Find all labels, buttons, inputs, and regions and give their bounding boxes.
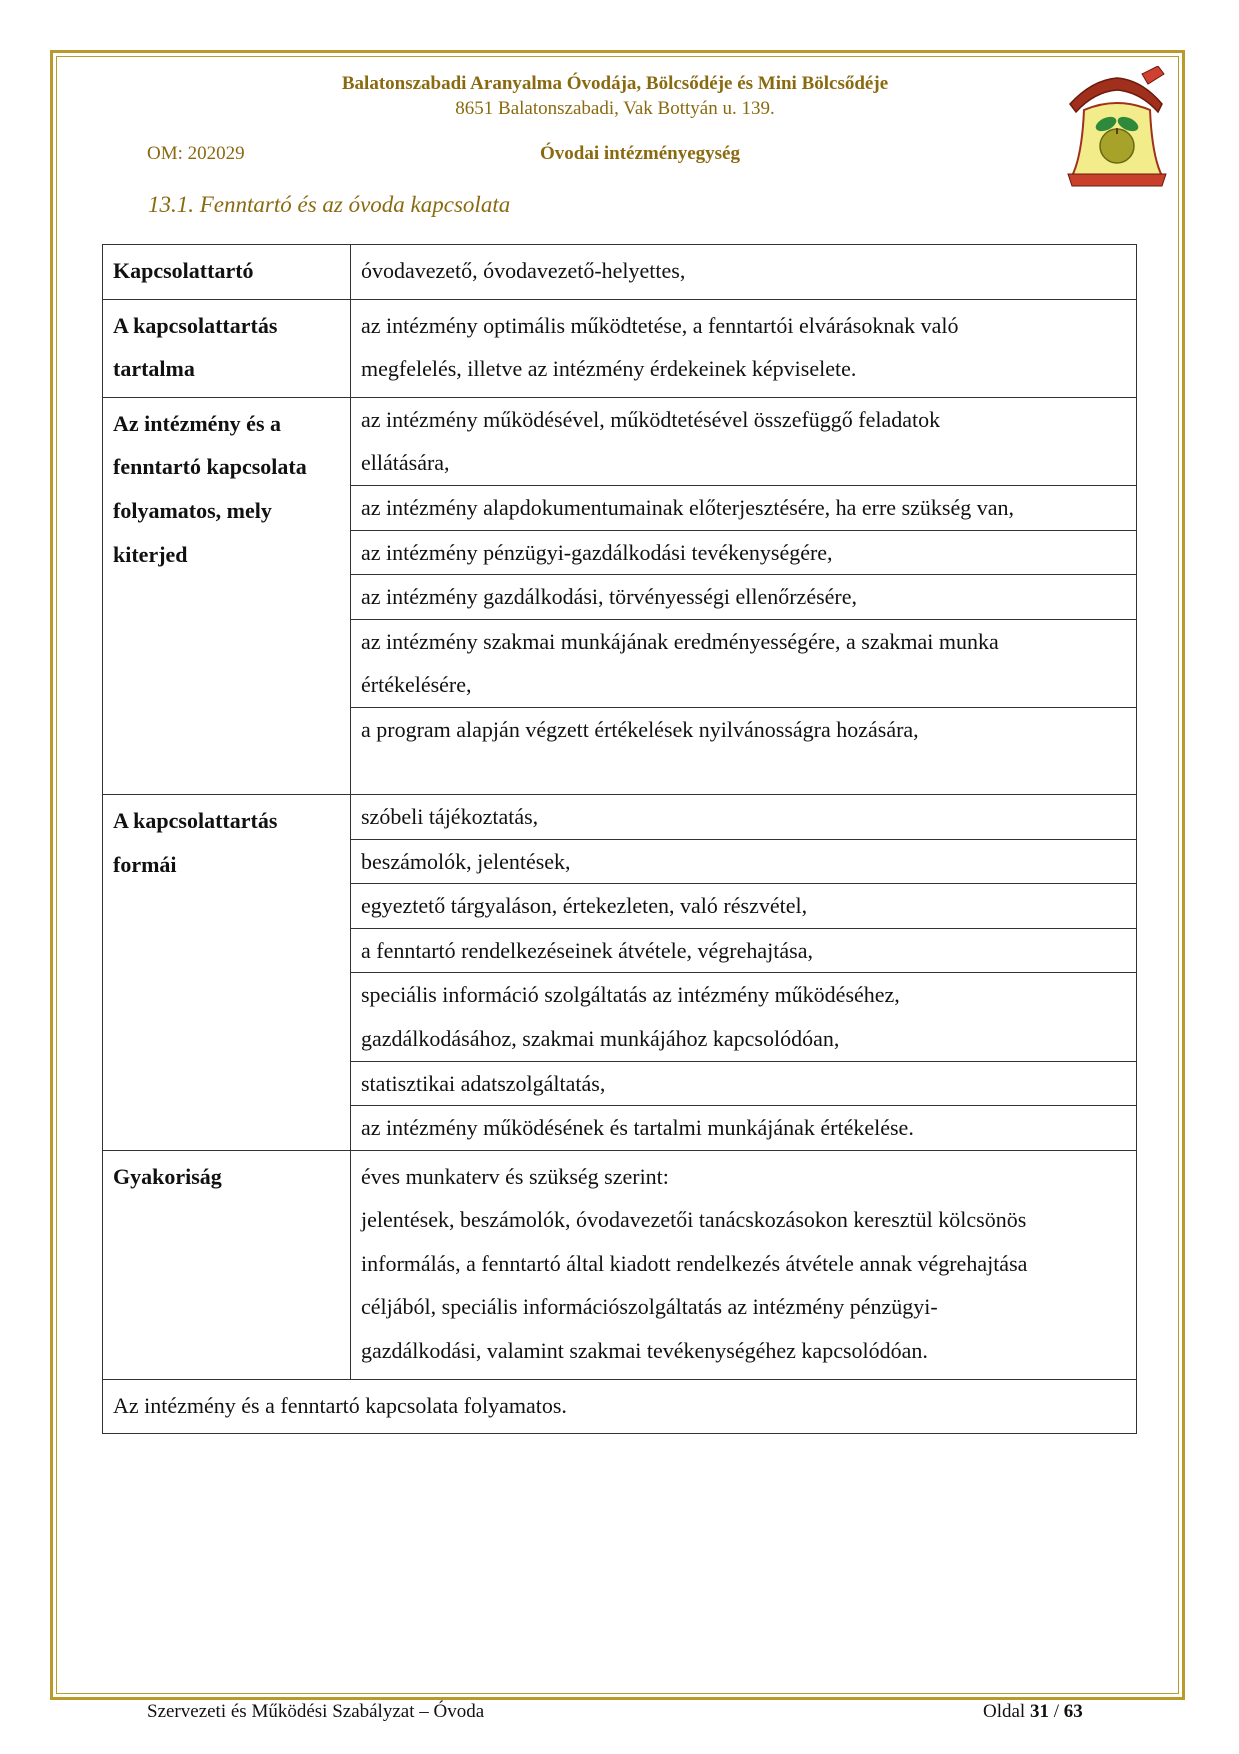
row-value: az intézmény optimális működtetése, a fenntartói elvárásoknak való megfelelés, illetve az intézmény érdekeinek képviselete. [351, 299, 1137, 397]
table-row [103, 1379, 1137, 1434]
row-label: Gyakoriság [103, 1150, 351, 1379]
row-label: Kapcsolattartó [103, 245, 351, 300]
list-item: az intézmény gazdálkodási, törvényességi ellenőrzésére, [351, 575, 1136, 620]
row-value [351, 397, 1137, 794]
institution-address: 8651 Balatonszabadi, Vak Bottyán u. 139. [455, 98, 775, 119]
list-item: a fenntartó rendelkezéseinek átvétele, végrehajtása, [351, 928, 1136, 973]
table-row [103, 397, 1137, 794]
row-value: óvodavezető, óvodavezető-helyettes, [351, 245, 1137, 300]
forms-list [351, 795, 1136, 1150]
row-value [351, 794, 1137, 1150]
list-item: statisztikai adatszolgáltatás, [351, 1061, 1136, 1106]
scope-list [351, 398, 1136, 794]
apple-bell-logo-icon [1062, 66, 1172, 188]
list-item: az intézmény szakmai munkájának eredményességére, a szakmai munka értékelésére, [351, 619, 1136, 707]
table-row [103, 794, 1137, 1150]
list-item: az intézmény működésével, működtetésével összefüggő feladatok ellátására, [351, 398, 1136, 486]
list-item: egyeztető tárgyaláson, értekezleten, való részvétel, [351, 884, 1136, 929]
row-label: A kapcsolattartás tartalma [103, 299, 351, 397]
table-row [103, 299, 1137, 397]
list-item: szóbeli tájékoztatás, [351, 795, 1136, 839]
table-row [103, 1150, 1137, 1379]
footer-document-title: Szervezeti és Működési Szabályzat – Óvoda [147, 1701, 485, 1722]
row-value: éves munkaterv és szükség szerint: jelentések, beszámolók, óvodavezetői tanácskozásokon keresztül kölcsönös informálás, a fenntartó által kiadott rendelkezés átvétele annak végrehajtása céljából, speciális információszolgáltatás az intézmény pénzügyi- gazdálkodási, valamint szakmai tevékenységéhez kapcsolódóan. [351, 1150, 1137, 1379]
list-item: az intézmény működésének és tartalmi munkájának értékelése. [361, 1115, 914, 1141]
row-label: Az intézmény és a fenntartó kapcsolata folyamatos, mely kiterjed [103, 397, 351, 794]
section-title: 13.1. Fenntartó és az óvoda kapcsolata [148, 192, 511, 217]
list-item: beszámolók, jelentések, [351, 839, 1136, 884]
list-item: az intézmény pénzügyi-gazdálkodási tevékenységére, [351, 530, 1136, 575]
institution-name: Balatonszabadi Aranyalma Óvodája, Bölcsődéje és Mini Bölcsődéje [341, 73, 889, 94]
list-item: az intézmény alapdokumentumainak előterjesztésére, ha erre szükség van, [351, 485, 1136, 530]
relationship-table [102, 244, 1137, 1434]
list-item: a program alapján végzett értékelések nyilvánosságra hozására, [361, 716, 919, 742]
institution-unit: Óvodai intézményegység [539, 143, 740, 164]
table-row [103, 245, 1137, 300]
row-label: A kapcsolattartás formái [103, 794, 351, 1150]
summary-row: Az intézmény és a fenntartó kapcsolata folyamatos. [103, 1379, 1137, 1434]
page-number: Oldal 31 / 63 [983, 1701, 1083, 1722]
om-number: OM: 202029 [147, 143, 245, 164]
list-item: speciális információ szolgáltatás az intézmény működéséhez, gazdálkodásához, szakmai munkájához kapcsolódóan, [351, 973, 1136, 1061]
